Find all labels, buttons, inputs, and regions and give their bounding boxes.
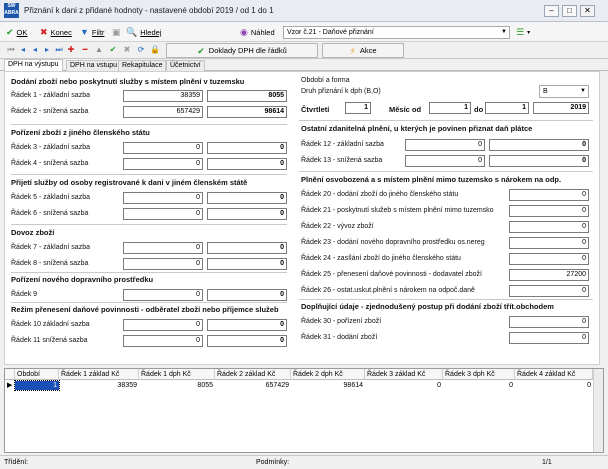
app-logo: SW ABRA — [4, 3, 19, 16]
prev-page-icon[interactable]: ◂ — [20, 45, 25, 54]
value-field[interactable]: 0 — [509, 332, 589, 344]
grid-header[interactable]: Řádek 4 základ Kč — [515, 369, 593, 380]
edit-icon[interactable]: ▲ — [95, 45, 103, 54]
row-label: Řádek 13 - snížená sazba — [301, 157, 383, 164]
status-bar — [0, 455, 608, 469]
zaklad-field[interactable]: 0 — [123, 319, 203, 331]
dph-field[interactable]: 0 — [207, 192, 287, 204]
dph-field[interactable]: 0 — [207, 335, 287, 347]
search-icon: 🔍 — [126, 27, 138, 37]
delete-record-icon[interactable]: ━ — [82, 45, 88, 54]
grid-cell[interactable]: 0 — [509, 382, 513, 389]
grid-cell[interactable]: 0 — [587, 382, 591, 389]
grid-header[interactable]: Řádek 2 dph Kč — [291, 369, 365, 380]
close-x-icon: ✖ — [40, 27, 48, 37]
ctvrtleti-label: Čtvrtletí — [301, 105, 330, 114]
dph-field[interactable]: 0 — [207, 158, 287, 170]
row-label: Řádek 8 - snížená sazba — [11, 260, 89, 267]
konec-button[interactable]: ✖ Konec — [40, 27, 72, 37]
chevron-down-icon: ▼ — [580, 88, 586, 94]
divider — [11, 272, 287, 273]
list-view-button[interactable] — [514, 24, 532, 40]
section-heading: Dovoz zboží — [11, 228, 55, 237]
value-field[interactable]: 0 — [509, 316, 589, 328]
check-icon: ✔ — [6, 27, 14, 37]
dph-field[interactable]: 0 — [207, 242, 287, 254]
grid-header[interactable]: Řádek 3 základ Kč — [365, 369, 443, 380]
mesic-do-field[interactable]: 1 — [485, 102, 529, 114]
doklady-dph-button[interactable]: ✔ Doklady DPH dle řádků — [166, 43, 318, 58]
chevron-down-icon: ▾ — [527, 29, 531, 36]
section-heading: Režim přenesení daňové povinnosti - odběratel zboží nebo příjemce služeb — [11, 305, 279, 314]
value-field[interactable]: 0 — [509, 205, 589, 217]
zaklad-field[interactable]: 38359 — [123, 90, 203, 102]
dph-field[interactable]: 0 — [207, 319, 287, 331]
chevron-down-icon: ▼ — [501, 29, 507, 35]
grid-header[interactable]: Řádek 1 základ Kč — [59, 369, 139, 380]
podminky-label: Podmínky: — [256, 459, 290, 466]
zaklad-field[interactable]: 0 — [123, 142, 203, 154]
save-icon[interactable]: ✔ — [109, 45, 117, 54]
window-title: Přiznání k dani z přidané hodnoty - nastavené období 2019 / od 1 do 1 — [24, 6, 274, 15]
lock-icon[interactable]: 🔒 — [150, 45, 160, 54]
zaklad-field[interactable]: 0 — [123, 335, 203, 347]
row-label: Řádek 24 - zasílání zboží do jiného členského státu — [301, 255, 461, 262]
next-record-icon[interactable]: ▸ — [44, 45, 49, 54]
divider — [11, 174, 287, 175]
row-pointer-icon: ▶ — [7, 382, 13, 389]
dph-field[interactable]: 0 — [207, 258, 287, 270]
akce-button[interactable]: ⚡ Akce — [322, 43, 404, 58]
grid-cell[interactable]: 0 — [437, 382, 441, 389]
grid-header[interactable]: Období — [15, 369, 59, 380]
section-heading: Pořízení zboží z jiného členského státu — [11, 128, 150, 137]
dph-field[interactable]: 0 — [207, 289, 287, 301]
grid-header[interactable]: Řádek 2 základ Kč — [215, 369, 291, 380]
section-heading: Dodání zboží nebo poskytnutí služby s místem plnění v tuzemsku — [11, 77, 245, 86]
prev-record-icon[interactable]: ◂ — [32, 45, 37, 54]
dph-vystup-panel — [4, 71, 600, 365]
row-label: Řádek 22 - vývoz zboží — [301, 223, 374, 230]
row-label: Řádek 30 - pořízení zboží — [301, 318, 382, 325]
row-label: Řádek 9 — [11, 291, 38, 298]
zaklad-field[interactable]: 657429 — [123, 106, 203, 118]
section-heading: Pořízení nového dopravního prostředku — [11, 275, 154, 284]
rok-field[interactable]: 2019 — [533, 102, 589, 114]
zaklad-field[interactable]: 0 — [405, 139, 485, 151]
row-label: Řádek 5 - základní sazba — [11, 194, 90, 201]
row-label: Řádek 11 snížená sazba — [11, 337, 88, 344]
title-bar — [0, 0, 608, 22]
divider — [299, 171, 593, 172]
zaklad-field[interactable]: 0 — [123, 192, 203, 204]
tab-dph-vstup[interactable]: DPH na vstupu — [66, 60, 121, 71]
section-heading: Přijetí služby od osoby registrované k dani v jiném členském státě — [11, 178, 248, 187]
value-field[interactable]: 0 — [509, 253, 589, 265]
zaklad-field[interactable]: 0 — [123, 158, 203, 170]
add-record-icon[interactable]: ✚ — [67, 45, 75, 54]
ctvrtleti-field[interactable]: 1 — [345, 102, 371, 114]
value-field[interactable]: 27200 — [509, 269, 589, 281]
value-field[interactable]: 0 — [509, 285, 589, 297]
divider — [299, 120, 593, 121]
zaklad-field[interactable]: 0 — [405, 155, 485, 167]
druh-prizani-select[interactable]: B ▼ — [539, 85, 589, 98]
zaklad-field[interactable]: 0 — [123, 208, 203, 220]
grid-cell[interactable]: 38359 — [117, 382, 137, 389]
grid-header[interactable]: Řádek 1 dph Kč — [139, 369, 215, 380]
zaklad-field[interactable]: 0 — [123, 289, 203, 301]
data-grid — [4, 368, 604, 453]
vertical-scrollbar[interactable] — [593, 369, 603, 452]
zaklad-field[interactable]: 0 — [123, 242, 203, 254]
funnel-icon: ▼ — [80, 27, 89, 37]
grid-cell-obdobi[interactable]: 1 — [15, 381, 59, 390]
minimize-button[interactable]: – — [544, 5, 559, 17]
zaklad-field[interactable]: 0 — [123, 258, 203, 270]
divider — [299, 299, 593, 300]
row-label: Řádek 25 - přenesení daňové povinnosti - dodavatel zboží — [301, 271, 482, 278]
tab-strip — [0, 59, 608, 71]
dph-field[interactable]: 0 — [207, 142, 287, 154]
row-label: Řádek 20 - dodání zboží do jiného členského státu — [301, 191, 459, 198]
lightning-icon: ⚡ — [349, 45, 356, 56]
trideni-label: Třídění: — [4, 459, 29, 466]
dph-field[interactable]: 0 — [489, 139, 589, 151]
dph-field[interactable]: 0 — [207, 208, 287, 220]
dph-field[interactable]: 0 — [489, 155, 589, 167]
section-heading: Doplňující údaje - zjednodušený postup při dodání zboží třít.obchodem — [301, 302, 554, 311]
value-field[interactable]: 0 — [509, 221, 589, 233]
close-button[interactable]: ✕ — [580, 5, 595, 17]
last-record-icon[interactable]: ⏭ — [55, 45, 63, 54]
dph-field[interactable]: 8055 — [207, 90, 287, 102]
page-count: 1/1 — [542, 459, 552, 466]
row-label: Řádek 31 - dodání zboží — [301, 334, 378, 341]
value-field[interactable]: 0 — [509, 237, 589, 249]
mesic-od-label: Měsíc od — [389, 105, 422, 114]
divider — [11, 124, 287, 125]
grid-cell[interactable]: 98614 — [343, 382, 363, 389]
hledej-button[interactable]: 🔍 Hledej — [126, 27, 162, 37]
filter-clear-button[interactable] — [110, 24, 123, 40]
grid-cell[interactable]: 8055 — [197, 382, 213, 389]
row-label: Řádek 23 - dodání nového dopravního prostředku os.nereg — [301, 239, 485, 246]
maximize-button[interactable]: □ — [562, 5, 577, 17]
first-record-icon[interactable]: ⏮ — [7, 45, 15, 54]
row-label: Řádek 12 - základní sazba — [301, 141, 384, 148]
report-template-select[interactable]: Vzor č.21 - Daňové přiznání ▼ — [283, 26, 510, 39]
grid-cell[interactable]: 657429 — [265, 382, 289, 389]
grid-indicator-header — [5, 369, 15, 380]
eye-icon: ◉ — [240, 27, 248, 37]
row-label: Řádek 7 - základní sazba — [11, 244, 90, 251]
filtr-button[interactable]: ▼ Filtr — [80, 27, 105, 37]
value-field[interactable]: 0 — [509, 189, 589, 201]
divider — [11, 224, 287, 225]
period-heading: Období a forma — [301, 77, 350, 84]
row-label: Řádek 2 - snížená sazba — [11, 108, 89, 115]
refresh-icon[interactable]: ⟳ — [137, 45, 145, 54]
section-heading: Plnění osvobozená a s místem plnění mimo tuzemsko s nárokem na odp. — [301, 175, 562, 184]
nahled-button[interactable]: ◉ Náhled — [240, 27, 275, 37]
tab-ucetnictvi[interactable]: Účetnictví — [166, 60, 205, 71]
section-heading: Ostatní zdanitelná plnění, u kterých je povinen přiznat daň plátce — [301, 124, 533, 133]
navigation-toolbar — [0, 42, 608, 59]
row-label: Řádek 26 - ostat.uskut.plnění s nárokem na odpoč.daně — [301, 287, 475, 294]
grid-header[interactable]: Řádek 3 dph Kč — [443, 369, 515, 380]
main-toolbar — [0, 22, 608, 42]
row-label: Řádek 10 základní sazba — [11, 321, 90, 328]
divider — [11, 302, 287, 303]
ok-button[interactable]: ✔ OK — [6, 27, 28, 37]
check-icon: ✔ — [197, 45, 205, 56]
row-label: Řádek 4 - snížená sazba — [11, 160, 89, 167]
cancel-icon[interactable]: ✖ — [123, 45, 131, 54]
row-label: Řádek 21 - poskytnutí služeb s místem plnění mimo tuzemsko — [301, 207, 494, 214]
row-label: Řádek 1 - základní sazba — [11, 92, 90, 99]
row-label: Řádek 6 - snížená sazba — [11, 210, 89, 217]
mesic-od-field[interactable]: 1 — [429, 102, 471, 114]
druh-label: Druh přiznání k dph (B,O) — [301, 88, 381, 95]
tab-rekapitulace[interactable]: Rekapitulace — [118, 60, 166, 71]
row-label: Řádek 3 - základní sazba — [11, 144, 90, 151]
list-icon: ☰ — [516, 27, 525, 37]
dph-field[interactable]: 98614 — [207, 106, 287, 118]
clear-filter-icon: ▣ — [112, 27, 121, 37]
tab-dph-vystup[interactable]: DPH na výstupu — [4, 59, 63, 71]
do-label: do — [474, 105, 484, 114]
